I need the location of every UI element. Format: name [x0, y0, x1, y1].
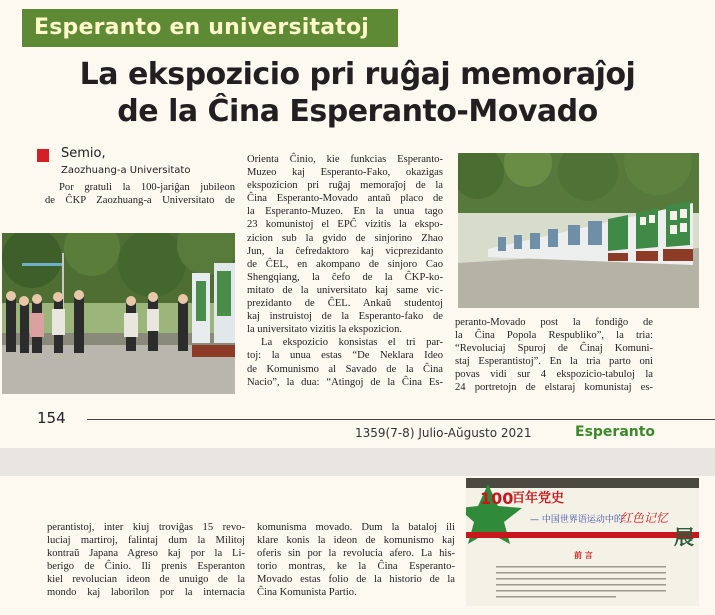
poster-script-title: 红色记忆: [620, 511, 669, 525]
text-line: 24 portretojn de elstaraj komunistaj es-: [455, 382, 653, 394]
issue-info: 1359(7-8) Julio-Aŭgusto 2021: [355, 426, 532, 440]
poster-preface: 前 言: [574, 551, 593, 560]
poster-heading: 百年党史: [512, 491, 565, 506]
text-line: komunisma movado. Dum la bataloj ili: [257, 522, 455, 533]
text-column-3: [455, 316, 653, 395]
photo-exhibition-poster: [466, 478, 699, 606]
photo-visitors-at-exhibition: [2, 233, 235, 394]
text-line: de Komunismo al Savado de la Ĉina: [247, 363, 443, 375]
text-line: Nacio”, la dua: “Atingoj de la Ĉina Es-: [247, 376, 443, 388]
section-banner-label: Esperanto en universitatoj: [34, 15, 370, 40]
text-line: berigo de Ĉinio. Ili prenis Esperanton: [47, 561, 245, 573]
text-line: de ĈKP Zaozhuang-a Universitato de: [45, 195, 235, 207]
text-line: kaj instruistoj de la Esperanto-fako de: [247, 311, 443, 323]
text-line: la Esperanto-Muzeo. En la unua tago: [247, 206, 443, 218]
text-line: Ĉina Esperanto-Movado antaŭ placo de: [247, 193, 443, 205]
text-line: Orienta Ĉinio, kie funkcias Esperanto-: [247, 154, 443, 165]
text-line: Por gratuli la 100-jariĝan jubileon: [59, 182, 235, 193]
visitors-photo-drawing: [2, 233, 235, 394]
text-line: kontraŭ Japana Agreso kaj por la Li-: [47, 548, 245, 560]
text-line: Jun, la ĉefredaktoro kaj vicprezidanto: [247, 245, 443, 257]
poster-big-char: 展: [674, 525, 694, 549]
poster-drawing: [466, 478, 699, 606]
author-name: Semio,: [61, 146, 106, 161]
text-line: Movado estas folio de la historio de la: [257, 574, 455, 586]
article-title-line-2: de la Ĉina Esperanto-Movado: [117, 94, 598, 129]
author-affiliation: Zaozhuang-a Universitato: [61, 165, 191, 176]
text-column-5: [257, 521, 455, 600]
article-title-line-1: La ekspozicio pri ruĝaj memoraĵoj: [79, 57, 636, 92]
text-line: Muzeo kaj Esperanto-Fako, okazigas: [247, 167, 443, 179]
text-line: Shengqiang, la ĉefo de la ĈKP-ko-: [247, 271, 443, 283]
author-marker: [37, 149, 49, 162]
text-line: Ĉina Komunista Partio.: [257, 587, 357, 599]
poster-number: 100: [480, 489, 514, 508]
page-gap: [0, 448, 715, 476]
text-column-1: [45, 181, 235, 207]
text-line: oferis sin por la revolucia afero. La his-: [257, 548, 455, 560]
text-line: prezidanto de ĈEL. Ankaŭ studentoj: [247, 298, 443, 310]
text-line: “Revoluciaj Spuroj de Ĉinaj Komuni-: [455, 343, 653, 355]
text-line: la Ĉina Popola Respubliko”, la tria:: [455, 330, 653, 342]
text-column-2: [247, 153, 443, 389]
photo-exhibition-boards: [458, 153, 699, 308]
text-line: kiel revolucian ideon de unuigo de la: [47, 574, 245, 586]
text-line: torio montras, ke la Ĉina Esperanto-: [257, 561, 455, 573]
text-line: toj: la unua estas “De Neklara Ideo: [247, 350, 443, 362]
text-line: mitato de la universitato kaj same vic-: [247, 284, 443, 296]
magazine-page-continued: [0, 476, 715, 615]
text-line: La ekspozicio konsistas el tri par-: [261, 337, 443, 349]
text-line: mondo kaj laborilon por la internacia: [47, 587, 245, 599]
text-line: luciaj martiroj, falintaj dum la Militoj: [47, 535, 245, 547]
exhibition-photo-drawing: [458, 153, 699, 308]
text-line: la universitato vizitis la ekspozicion.: [247, 324, 403, 336]
page-number: 154: [37, 409, 66, 427]
text-line: staj Esperantistoj”. En la tria parto oni: [455, 356, 653, 368]
text-line: de ĈEL, en akompano de sinjoro Cao: [247, 258, 443, 270]
magazine-name: Esperanto: [575, 424, 656, 440]
text-line: povas vidi sur 4 ekspozicio-tabuloj la: [455, 369, 653, 381]
text-line: perantistoj, inter kiuj troviĝas 15 revo-: [47, 522, 245, 533]
text-line: 23 komunistoj el EPĈ vizitis la ekspo-: [247, 219, 443, 231]
text-line: zicion sub la gvido de sinjorino Zhao: [247, 232, 443, 244]
text-line: klare konis la ideon de komunismo kaj: [257, 535, 455, 547]
text-line: peranto-Movado post la fondiĝo de: [455, 317, 653, 328]
section-banner: [22, 9, 398, 47]
text-column-4: [47, 521, 245, 600]
footer-rule: [87, 419, 715, 420]
text-line: ekspozicion pri ruĝaj memoraĵoj de la: [247, 180, 443, 192]
poster-subtitle: — 中国世界语运动中的: [530, 515, 623, 525]
